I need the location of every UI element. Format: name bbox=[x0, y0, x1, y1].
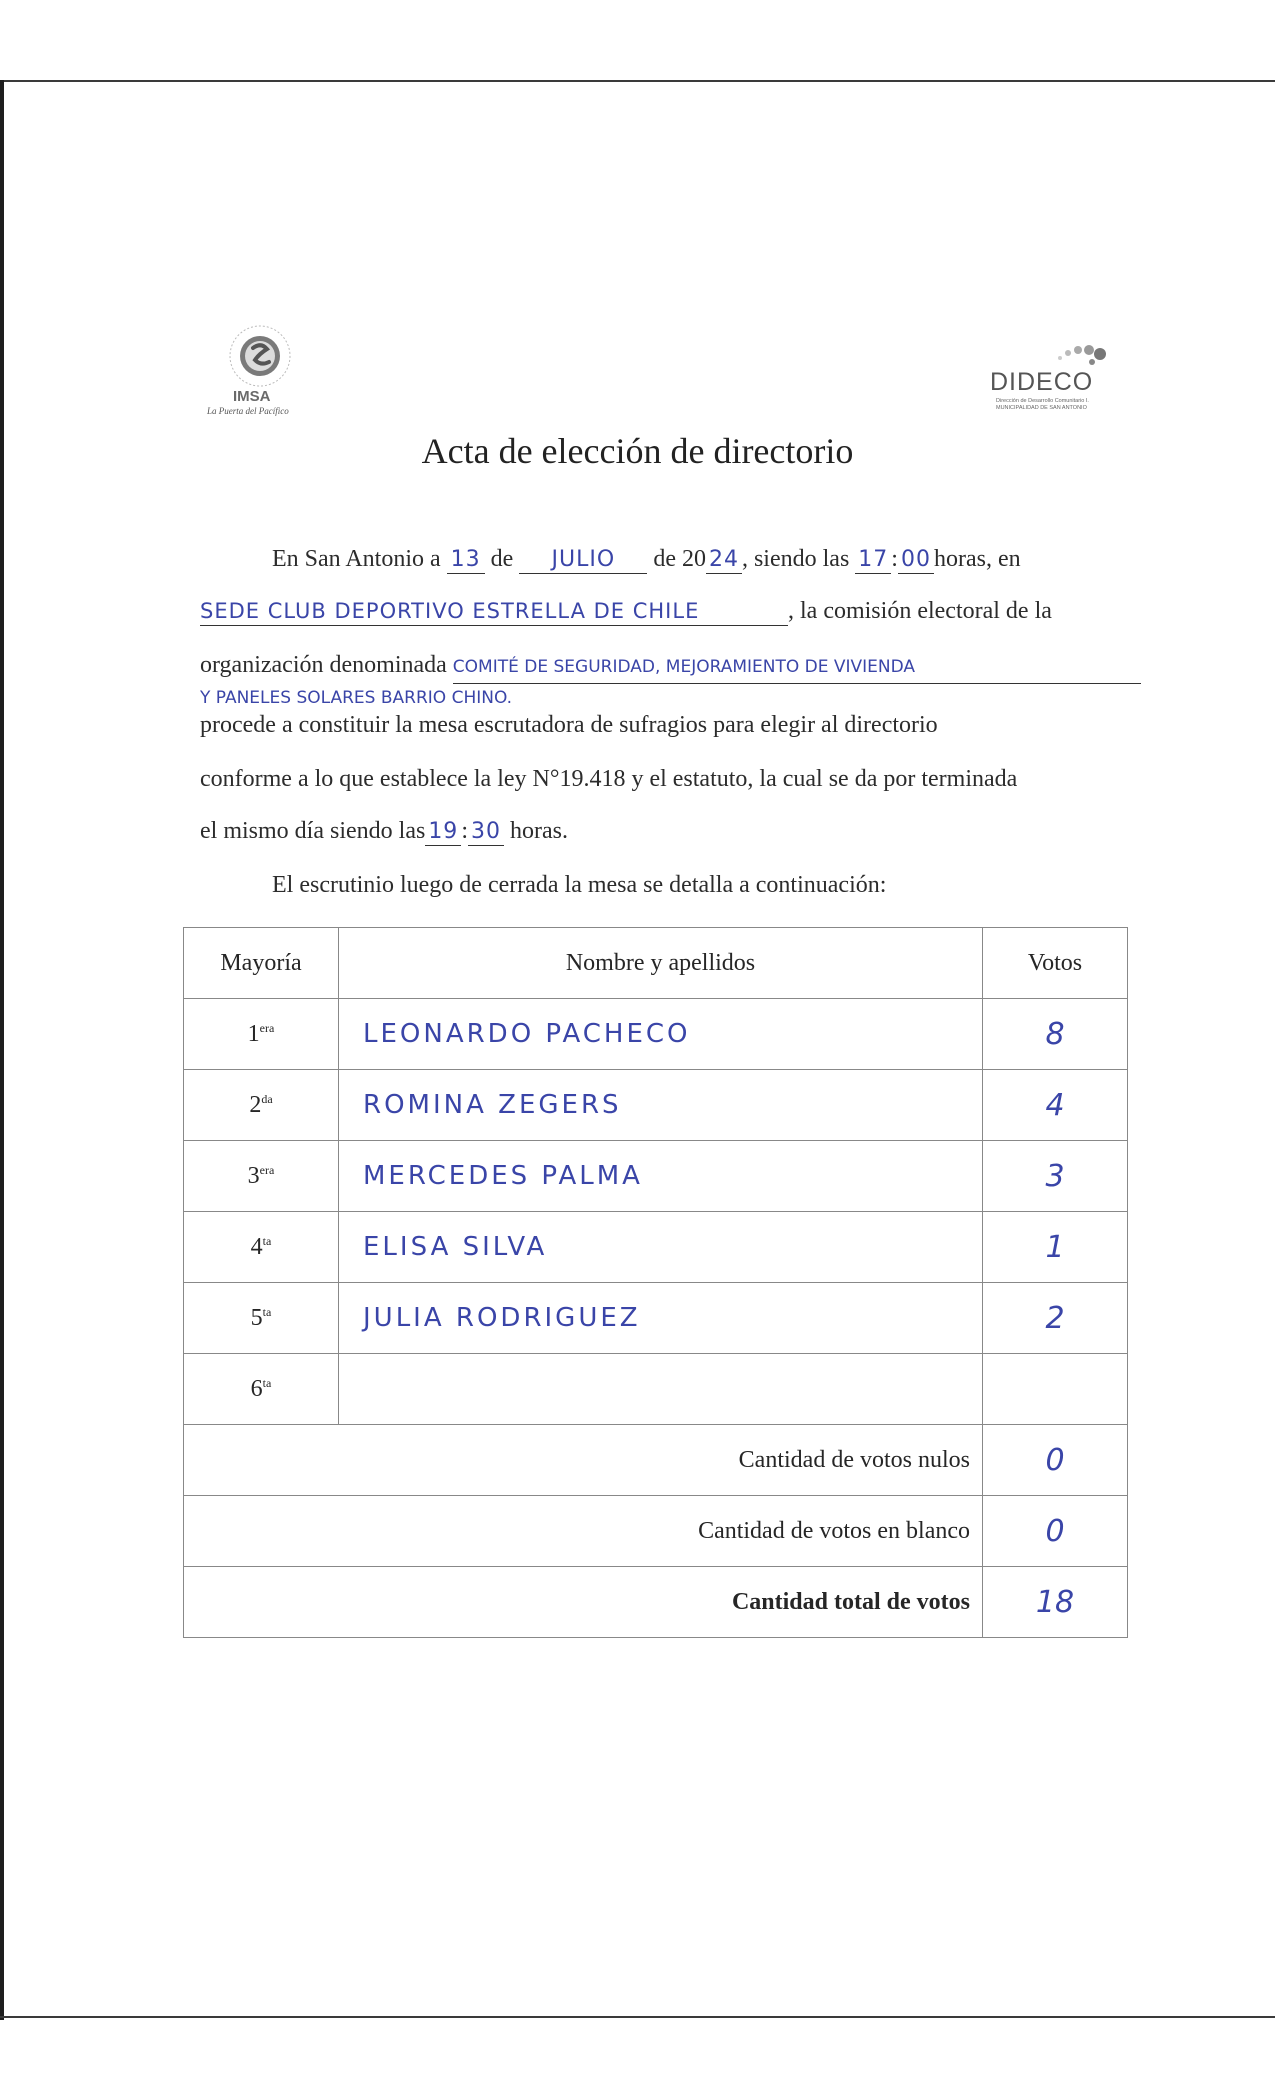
votes-cell: 8 bbox=[983, 999, 1128, 1070]
rank-number: 4 bbox=[250, 1233, 263, 1260]
rank-number: 2 bbox=[249, 1091, 262, 1118]
table-row bbox=[184, 1354, 1128, 1425]
total-votes-value: 18 bbox=[983, 1567, 1128, 1638]
text-segment: : bbox=[461, 818, 468, 844]
rank-cell bbox=[184, 1212, 339, 1283]
scan-edge-top bbox=[0, 80, 1275, 82]
text-segment: el mismo día siendo las bbox=[200, 818, 426, 844]
column-header-name: Nombre y apellidos bbox=[339, 928, 983, 999]
rank-suffix: ta bbox=[262, 1233, 272, 1248]
text-segment: , siendo las bbox=[741, 546, 850, 572]
rank-cell bbox=[184, 1354, 339, 1425]
rank-number: 5 bbox=[250, 1304, 263, 1331]
total-votes-label: Cantidad total de votos bbox=[184, 1567, 983, 1638]
blank-votes-value: 0 bbox=[983, 1496, 1128, 1567]
text-segment: de bbox=[490, 546, 514, 572]
name-cell: MERCEDES PALMA bbox=[339, 1141, 983, 1212]
body-line-2 bbox=[200, 598, 1052, 626]
rank-cell bbox=[184, 1283, 339, 1354]
body-line-1 bbox=[272, 546, 1021, 574]
blank-votes-row bbox=[184, 1496, 1128, 1567]
organization-name-continued: Y PANELES SOLARES BARRIO CHINO. bbox=[200, 688, 513, 708]
null-votes-value: 0 bbox=[983, 1425, 1128, 1496]
votes-cell: 3 bbox=[983, 1141, 1128, 1212]
blank-votes-label: Cantidad de votos en blanco bbox=[184, 1496, 983, 1567]
rank-number: 6 bbox=[250, 1375, 263, 1402]
votes-cell bbox=[983, 1354, 1128, 1425]
start-hour-field: 17 bbox=[855, 547, 891, 574]
rank-number: 1 bbox=[247, 1020, 260, 1047]
rank-number: 3 bbox=[247, 1162, 260, 1189]
body-line-3 bbox=[200, 652, 1141, 684]
body-line-5: conforme a lo que establece la ley N°19.418 y el estatuto, la cual se da por terminada bbox=[200, 766, 1018, 792]
name-cell: LEONARDO PACHECO bbox=[339, 999, 983, 1070]
column-header-votes: Votos bbox=[983, 928, 1128, 999]
dideco-subtitle: Dirección de Desarrollo Comunitario I. MUNICIPALIDAD DE SAN ANTONIO bbox=[996, 398, 1089, 411]
scan-edge-left bbox=[0, 80, 4, 2020]
column-header-rank: Mayoría bbox=[184, 928, 339, 999]
body-line-6 bbox=[200, 818, 568, 846]
place-field: SEDE CLUB DEPORTIVO ESTRELLA DE CHILE bbox=[200, 599, 788, 626]
rank-suffix: era bbox=[259, 1020, 275, 1035]
text-segment: horas. bbox=[509, 818, 568, 844]
name-cell: ELISA SILVA bbox=[339, 1212, 983, 1283]
votes-cell: 2 bbox=[983, 1283, 1128, 1354]
table-row bbox=[184, 999, 1128, 1070]
imsa-logo-text: IMSA bbox=[233, 388, 271, 405]
null-votes-row bbox=[184, 1425, 1128, 1496]
null-votes-label: Cantidad de votos nulos bbox=[184, 1425, 983, 1496]
rank-cell bbox=[184, 1141, 339, 1212]
body-line-7: El escrutinio luego de cerrada la mesa se detalla a continuación: bbox=[272, 872, 887, 898]
month-field: JULIO bbox=[519, 547, 647, 574]
table-header-row bbox=[184, 928, 1128, 999]
dideco-logo bbox=[990, 336, 1120, 416]
dideco-dots-icon bbox=[990, 336, 1120, 370]
text-segment: En San Antonio a bbox=[272, 546, 441, 572]
end-hour-field: 19 bbox=[425, 819, 461, 846]
rank-cell bbox=[184, 1070, 339, 1141]
text-segment: , la comisión electoral de la bbox=[788, 598, 1052, 624]
year-field: 24 bbox=[706, 547, 742, 574]
table-row bbox=[184, 1212, 1128, 1283]
rank-suffix: ta bbox=[262, 1375, 272, 1390]
total-votes-row bbox=[184, 1567, 1128, 1638]
document-title: Acta de elección de directorio bbox=[421, 431, 854, 471]
rank-suffix: da bbox=[261, 1091, 273, 1106]
votes-cell: 4 bbox=[983, 1070, 1128, 1141]
text-segment: organización denominada bbox=[200, 652, 447, 678]
imsa-tagline: La Puerta del Pacífico bbox=[207, 406, 289, 416]
rank-cell bbox=[184, 999, 339, 1070]
organization-name-field: COMITÉ DE SEGURIDAD, MEJORAMIENTO DE VIVIENDA bbox=[453, 657, 1141, 684]
name-cell: JULIA RODRIGUEZ bbox=[339, 1283, 983, 1354]
name-cell bbox=[339, 1354, 983, 1425]
table-row bbox=[184, 1141, 1128, 1212]
text-segment: : bbox=[891, 546, 898, 572]
table-row bbox=[184, 1070, 1128, 1141]
text-segment: de 20 bbox=[653, 546, 706, 572]
results-table bbox=[183, 927, 1128, 1638]
body-line-4: procede a constituir la mesa escrutadora de sufragios para elegir al directorio bbox=[200, 712, 938, 738]
imsa-logo bbox=[195, 318, 325, 422]
rank-suffix: era bbox=[259, 1162, 275, 1177]
scan-edge-bottom bbox=[0, 2016, 1275, 2018]
text-segment: horas, en bbox=[933, 546, 1021, 572]
name-cell: ROMINA ZEGERS bbox=[339, 1070, 983, 1141]
rank-suffix: ta bbox=[262, 1304, 272, 1319]
table-row bbox=[184, 1283, 1128, 1354]
end-minute-field: 30 bbox=[468, 819, 504, 846]
dideco-logo-text: DIDECO bbox=[990, 368, 1094, 396]
day-field: 13 bbox=[447, 547, 485, 574]
start-minute-field: 00 bbox=[898, 547, 934, 574]
votes-cell: 1 bbox=[983, 1212, 1128, 1283]
